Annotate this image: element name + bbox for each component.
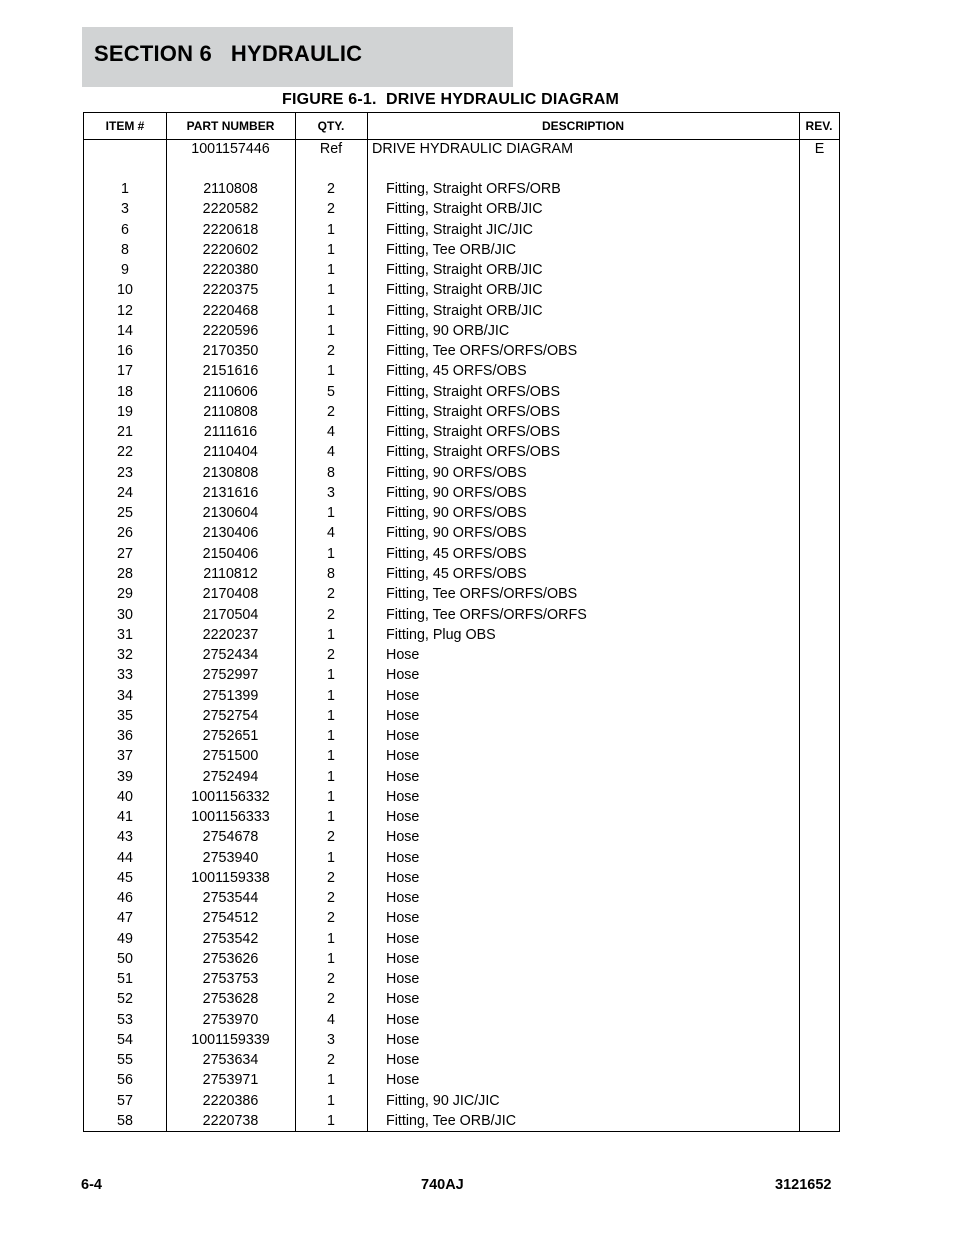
item-number: 33 xyxy=(117,667,133,684)
item-number: 35 xyxy=(117,707,133,724)
item-number: 25 xyxy=(117,505,133,522)
part-number: 2220237 xyxy=(202,626,259,643)
table-row xyxy=(84,240,839,260)
table-row xyxy=(84,179,839,199)
table-row xyxy=(84,463,839,483)
description: Fitting, Tee ORB/JIC xyxy=(386,241,517,258)
quantity: 4 xyxy=(327,1011,335,1028)
part-number: 2151616 xyxy=(202,363,259,380)
quantity: 3 xyxy=(327,1031,335,1048)
description: Fitting, Straight JIC/JIC xyxy=(386,221,533,238)
table-row xyxy=(84,503,839,523)
quantity: 3 xyxy=(327,484,335,501)
quantity: 2 xyxy=(327,343,335,360)
quantity: 8 xyxy=(327,464,335,481)
description: Hose xyxy=(386,768,420,785)
description: Fitting, Tee ORFS/ORFS/ORFS xyxy=(386,606,587,623)
table-row xyxy=(84,341,839,361)
table-row xyxy=(84,361,839,381)
quantity: 1 xyxy=(327,809,335,826)
quantity: Ref xyxy=(319,141,343,157)
table-row xyxy=(84,1030,839,1050)
item-number: 9 xyxy=(121,262,129,278)
description: Fitting, Plug OBS xyxy=(386,626,496,643)
description: Fitting, 45 ORFS/OBS xyxy=(386,545,527,562)
table-row xyxy=(84,301,839,321)
quantity: 1 xyxy=(327,282,335,299)
part-number: 2220602 xyxy=(202,241,259,258)
part-number: 2130604 xyxy=(202,505,259,522)
description: Fitting, Straight ORFS/ORB xyxy=(386,181,561,197)
description: Fitting, 90 ORFS/OBS xyxy=(386,505,527,522)
quantity: 4 xyxy=(327,525,335,542)
description: Fitting, 90 ORFS/OBS xyxy=(386,484,527,501)
part-number: 2753628 xyxy=(202,991,259,1008)
table-row xyxy=(84,260,839,280)
column-header-part-number: PART NUMBER xyxy=(186,119,275,133)
table-row xyxy=(84,929,839,949)
item-number: 39 xyxy=(117,768,133,785)
quantity: 2 xyxy=(327,971,335,988)
table-row xyxy=(84,584,839,604)
item-number: 53 xyxy=(117,1011,133,1028)
part-number: 2150406 xyxy=(202,545,259,562)
part-number: 2752754 xyxy=(202,707,259,724)
description: Fitting, 90 JIC/JIC xyxy=(386,1092,500,1109)
table-row xyxy=(84,564,839,584)
revision: E xyxy=(814,141,825,157)
table-row xyxy=(84,625,839,645)
table-row xyxy=(84,645,839,665)
item-number: 49 xyxy=(117,930,133,947)
quantity: 1 xyxy=(327,728,335,744)
quantity: 1 xyxy=(327,241,335,258)
column-header-qty: QTY. xyxy=(317,119,345,133)
quantity: 1 xyxy=(327,626,335,643)
model-number: 740AJ xyxy=(421,1177,464,1193)
table-row xyxy=(84,888,839,908)
part-number: 2110812 xyxy=(203,565,258,582)
description: Hose xyxy=(386,809,420,826)
part-number: 2131616 xyxy=(202,484,259,501)
description: Hose xyxy=(386,829,420,846)
item-number: 18 xyxy=(117,383,133,400)
part-number: 1001156333 xyxy=(191,809,270,826)
quantity: 1 xyxy=(327,1072,335,1089)
part-number: 1001159339 xyxy=(191,1031,270,1048)
item-number: 3 xyxy=(121,201,129,218)
quantity: 1 xyxy=(327,363,335,380)
part-number: 2130808 xyxy=(202,464,259,481)
item-number: 19 xyxy=(117,403,133,420)
table-row xyxy=(84,382,839,402)
item-number: 31 xyxy=(117,626,133,643)
description: Fitting, 90 ORFS/OBS xyxy=(386,464,527,481)
table-row xyxy=(84,949,839,969)
part-number: 2110808 xyxy=(203,403,258,420)
item-number: 23 xyxy=(117,464,133,481)
quantity: 2 xyxy=(327,586,335,603)
description: Hose xyxy=(386,748,420,765)
parts-table xyxy=(83,112,840,1132)
quantity: 1 xyxy=(327,788,335,805)
part-number: 2751399 xyxy=(202,687,259,704)
part-number: 2753634 xyxy=(202,1052,259,1069)
description: Hose xyxy=(386,1011,420,1028)
table-row xyxy=(84,989,839,1009)
table-row xyxy=(84,544,839,564)
quantity: 1 xyxy=(327,545,335,562)
item-number: 46 xyxy=(117,890,133,907)
description: Fitting, Tee ORB/JIC xyxy=(386,1113,517,1129)
table-row xyxy=(84,807,839,827)
part-number: 2110808 xyxy=(203,181,258,197)
quantity: 2 xyxy=(327,606,335,623)
description: Fitting, Straight ORB/JIC xyxy=(386,201,543,218)
quantity: 1 xyxy=(327,768,335,785)
column-header-rev: REV. xyxy=(805,119,833,133)
figure-title: FIGURE 6-1. DRIVE HYDRAULIC DIAGRAM xyxy=(282,91,619,108)
column-header-item: ITEM # xyxy=(105,119,145,133)
part-number: 2220618 xyxy=(202,221,259,238)
table-row xyxy=(84,686,839,706)
table-row xyxy=(84,1050,839,1070)
description: Hose xyxy=(386,728,420,744)
description: Fitting, Straight ORFS/OBS xyxy=(386,424,560,441)
description: Hose xyxy=(386,788,420,805)
table-row xyxy=(84,483,839,503)
part-number: 2110606 xyxy=(203,383,258,400)
item-number: 47 xyxy=(117,910,133,927)
table-row xyxy=(84,908,839,928)
part-number: 2753626 xyxy=(202,950,259,967)
description: Fitting, 90 ORFS/OBS xyxy=(386,525,527,542)
table-row xyxy=(84,199,839,219)
table-row xyxy=(84,706,839,726)
table-row xyxy=(84,523,839,543)
quantity: 2 xyxy=(327,181,335,197)
table-row xyxy=(84,220,839,240)
item-number: 21 xyxy=(117,424,133,441)
item-number: 58 xyxy=(117,1113,133,1129)
description: Hose xyxy=(386,849,420,866)
item-number: 34 xyxy=(117,687,133,704)
section-title: SECTION 6 HYDRAULIC xyxy=(94,41,363,66)
quantity: 8 xyxy=(327,565,335,582)
quantity: 1 xyxy=(327,950,335,967)
table-row xyxy=(84,402,839,422)
quantity: 5 xyxy=(327,383,335,400)
item-number: 50 xyxy=(117,950,133,967)
item-number: 40 xyxy=(117,788,133,805)
quantity: 2 xyxy=(327,403,335,420)
description: Fitting, Straight ORFS/OBS xyxy=(386,383,560,400)
table-row xyxy=(84,969,839,989)
quantity: 1 xyxy=(327,262,335,278)
part-number: 2111616 xyxy=(203,424,258,441)
part-number: 1001159338 xyxy=(191,869,270,886)
item-number: 52 xyxy=(117,991,133,1008)
table-row xyxy=(84,1111,839,1131)
table-row xyxy=(84,605,839,625)
quantity: 1 xyxy=(327,302,335,319)
quantity: 2 xyxy=(327,991,335,1008)
item-number: 57 xyxy=(117,1092,133,1109)
item-number: 17 xyxy=(117,363,133,380)
table-row xyxy=(84,746,839,766)
description: Fitting, Straight ORB/JIC xyxy=(386,262,543,278)
part-number: 2170408 xyxy=(202,586,259,603)
part-number: 2220468 xyxy=(202,302,259,319)
part-number: 2220596 xyxy=(202,322,259,339)
table-row xyxy=(84,1070,839,1090)
description: Fitting, Straight ORB/JIC xyxy=(386,282,543,299)
part-number: 2170504 xyxy=(202,606,259,623)
item-number: 41 xyxy=(117,809,133,826)
quantity: 2 xyxy=(327,829,335,846)
part-number: 2110404 xyxy=(203,444,258,461)
quantity: 1 xyxy=(327,1092,335,1109)
quantity: 1 xyxy=(327,930,335,947)
item-number: 12 xyxy=(117,302,133,319)
table-row xyxy=(84,848,839,868)
item-number: 55 xyxy=(117,1052,133,1069)
table-row xyxy=(84,422,839,442)
part-number: 2752434 xyxy=(202,647,259,663)
item-number: 16 xyxy=(117,343,133,360)
item-number: 28 xyxy=(117,565,133,582)
part-number: 2753971 xyxy=(202,1072,259,1089)
description: Fitting, 45 ORFS/OBS xyxy=(386,363,527,380)
item-number: 56 xyxy=(117,1072,133,1089)
quantity: 1 xyxy=(327,505,335,522)
description: Hose xyxy=(386,687,420,704)
description: Hose xyxy=(386,1072,420,1089)
description: Fitting, Tee ORFS/ORFS/OBS xyxy=(386,586,578,603)
quantity: 2 xyxy=(327,869,335,886)
part-number: 2752997 xyxy=(202,667,259,684)
table-row xyxy=(84,787,839,807)
item-number: 26 xyxy=(117,525,133,542)
description: Hose xyxy=(386,647,420,663)
table-row xyxy=(84,280,839,300)
table-row xyxy=(84,767,839,787)
part-number: 2130406 xyxy=(202,525,259,542)
description: DRIVE HYDRAULIC DIAGRAM xyxy=(372,141,573,157)
item-number: 37 xyxy=(117,748,133,765)
quantity: 2 xyxy=(327,890,335,907)
assembly-title-row xyxy=(84,139,839,159)
table-row xyxy=(84,665,839,685)
part-number: 1001156332 xyxy=(191,788,270,805)
part-number: 2752651 xyxy=(202,728,259,744)
description: Fitting, Straight ORFS/OBS xyxy=(386,444,560,461)
item-number: 43 xyxy=(117,829,133,846)
description: Fitting, 90 ORB/JIC xyxy=(386,322,510,339)
description: Hose xyxy=(386,707,420,724)
description: Fitting, Straight ORB/JIC xyxy=(386,302,543,319)
part-number: 1001157446 xyxy=(191,141,270,157)
item-number: 54 xyxy=(117,1031,133,1048)
quantity: 4 xyxy=(327,424,335,441)
description: Hose xyxy=(386,869,420,886)
quantity: 2 xyxy=(327,910,335,927)
quantity: 1 xyxy=(327,748,335,765)
quantity: 1 xyxy=(327,849,335,866)
item-number: 14 xyxy=(117,322,133,339)
part-number: 2751500 xyxy=(202,748,259,765)
page-number: 6-4 xyxy=(81,1177,102,1193)
description: Fitting, Straight ORFS/OBS xyxy=(386,403,560,420)
column-header-description: DESCRIPTION xyxy=(541,119,624,133)
part-number: 2170350 xyxy=(202,343,259,360)
description: Hose xyxy=(386,1031,420,1048)
table-row xyxy=(84,827,839,847)
part-number: 2753544 xyxy=(202,890,259,907)
quantity: 2 xyxy=(327,1052,335,1069)
part-number: 2220380 xyxy=(202,262,259,278)
description: Hose xyxy=(386,991,420,1008)
part-number: 2754678 xyxy=(202,829,259,846)
description: Fitting, 45 ORFS/OBS xyxy=(386,565,527,582)
table-row xyxy=(84,726,839,746)
quantity: 1 xyxy=(327,221,335,238)
item-number: 27 xyxy=(117,545,133,562)
item-number: 1 xyxy=(121,181,129,197)
table-row xyxy=(84,321,839,341)
part-number: 2220375 xyxy=(202,282,259,299)
part-number: 2753940 xyxy=(202,849,259,866)
quantity: 1 xyxy=(327,1113,335,1129)
part-number: 2220582 xyxy=(202,201,259,218)
description: Hose xyxy=(386,971,420,988)
quantity: 1 xyxy=(327,687,335,704)
item-number: 24 xyxy=(117,484,133,501)
item-number: 51 xyxy=(117,971,133,988)
item-number: 10 xyxy=(117,282,133,299)
description: Hose xyxy=(386,950,420,967)
item-number: 32 xyxy=(117,647,133,663)
item-number: 6 xyxy=(121,221,129,238)
part-number: 2753542 xyxy=(202,930,259,947)
part-number: 2754512 xyxy=(202,910,259,927)
quantity: 1 xyxy=(327,322,335,339)
item-number: 29 xyxy=(117,586,133,603)
quantity: 2 xyxy=(327,201,335,218)
quantity: 4 xyxy=(327,444,335,461)
quantity: 2 xyxy=(327,647,335,663)
quantity: 1 xyxy=(327,667,335,684)
part-number: 2752494 xyxy=(202,768,259,785)
description: Hose xyxy=(386,890,420,907)
section-header-bar xyxy=(82,27,513,87)
table-row xyxy=(84,1010,839,1030)
description: Hose xyxy=(386,667,420,684)
part-number: 2753753 xyxy=(202,971,259,988)
item-number: 30 xyxy=(117,606,133,623)
table-row xyxy=(84,868,839,888)
part-number: 2753970 xyxy=(202,1011,259,1028)
item-number: 22 xyxy=(117,444,133,461)
quantity: 1 xyxy=(327,707,335,724)
description: Hose xyxy=(386,910,420,927)
item-number: 44 xyxy=(117,849,133,866)
item-number: 8 xyxy=(121,241,129,258)
item-number: 45 xyxy=(117,869,133,886)
table-row xyxy=(84,1091,839,1111)
description: Hose xyxy=(386,1052,420,1069)
description: Hose xyxy=(386,930,420,947)
part-number: 2220738 xyxy=(202,1113,259,1129)
item-number: 36 xyxy=(117,728,133,744)
description: Fitting, Tee ORFS/ORFS/OBS xyxy=(386,343,578,360)
table-row xyxy=(84,442,839,462)
part-number: 2220386 xyxy=(202,1092,259,1109)
manual-number: 3121652 xyxy=(775,1177,832,1193)
